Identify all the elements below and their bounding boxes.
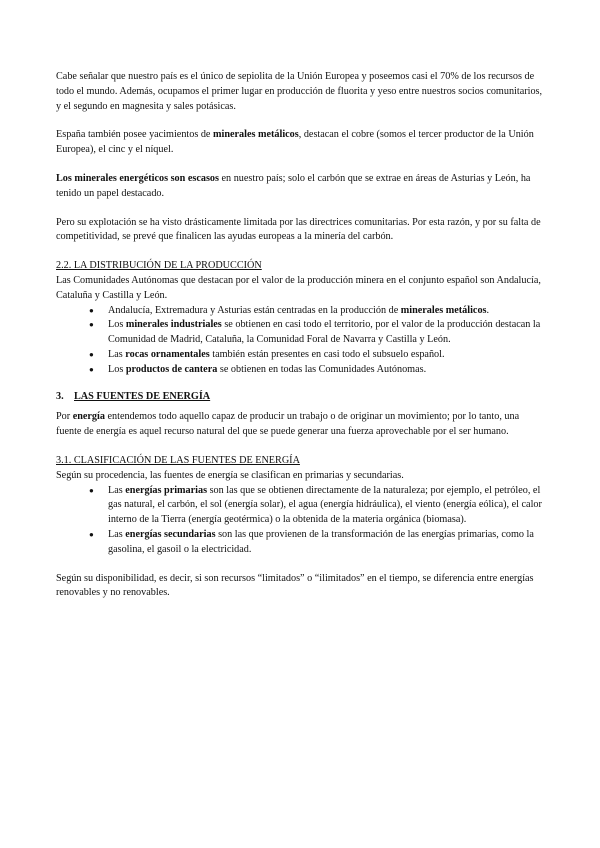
text-span: son las que provienen de la transformación de las energías primarias, como la gasolina, el gasoil o la electricidad. <box>108 528 534 555</box>
list-item <box>56 318 546 348</box>
text-span: también están presentes en casi todo el subsuelo español. <box>209 348 445 360</box>
bold-term: rocas ornamentales <box>125 348 210 360</box>
bold-term: minerales metálicos <box>213 129 299 141</box>
list-item <box>56 528 546 558</box>
text-span: Los <box>108 319 126 331</box>
text-span: Las <box>108 528 126 540</box>
list-item <box>56 484 546 528</box>
list-item <box>56 363 546 378</box>
bold-term: productos de cantera <box>125 363 218 375</box>
bold-term: minerales industriales <box>125 319 222 331</box>
paragraph-explotacion: Pero su explotación se ha visto drásticamente limitada por las directrices comunitarias. Por esta razón, y por su falta de competitividad, se prevé que finalicen las ayudas europeas a la minería del carbón. <box>56 216 541 243</box>
section-2-2-list <box>56 304 546 378</box>
section-3-1-list <box>56 484 546 558</box>
text-span: España también posee yacimientos de <box>56 129 214 141</box>
list-item <box>56 304 546 319</box>
text-span: en nuestro país; solo el carbón que se extrae en áreas de Asturias y León, ha tenido un papel destacado. <box>56 172 531 199</box>
section-heading-3-1: 3.1. CLASIFICACIÓN DE LAS FUENTES DE ENERGÍA <box>56 454 300 466</box>
text-span: Las <box>108 348 126 360</box>
bold-term: energías primarias <box>125 484 208 496</box>
text-span: Andalucía, Extremadura y Asturias están centradas en la producción de <box>108 304 401 316</box>
section-number: 3. <box>56 390 64 402</box>
text-span: Los <box>108 363 126 375</box>
bold-term: energía <box>72 411 105 423</box>
section-title: LAS FUENTES DE ENERGÍA <box>74 390 211 402</box>
text-span: Las <box>108 484 126 496</box>
text-span: se obtienen en todas las Comunidades Autónomas. <box>217 363 427 375</box>
section-3-paragraph <box>56 410 546 440</box>
section-heading-2-2: 2.2. LA DISTRIBUCIÓN DE LA PRODUCCIÓN <box>56 260 262 272</box>
bold-term: energías secundarias <box>125 528 216 540</box>
paragraph-sepiolita: Cabe señalar que nuestro país es el único de sepiolita de la Unión Europea y poseemos casi el 70% de los recursos de todo el mundo. Además, ocupamos el primer lugar en producción de fluorita y yeso entre nuestros socios comunitarios, y el segundo en magnesita y sales potásicas. <box>56 71 543 112</box>
bold-term: minerales metálicos <box>400 304 487 316</box>
text-span: . <box>486 304 490 316</box>
text-span: son las que se obtienen directamente de la naturaleza; por ejemplo, el petróleo, el gas natural, el carbón, el sol (energía solar), el agua (energía hidráulica), el viento (energía eólica), el calor interno de la Tierra (energía geotérmica) o la obtenida de la materia orgánica (biomasa). <box>108 484 542 526</box>
closing-paragraph: Según su disponibilidad, es decir, si son recursos “limitados” o “ilimitados” en el tiempo, se diferencia entre energías renovables y no renovables. <box>56 572 534 599</box>
text-span: entendemos todo aquello capaz de producir un trabajo o de originar un movimiento; por lo tanto, una fuente de energía es aquel recurso natural del que se puede generar una fuerza aprovechable por el ser humano. <box>56 411 520 438</box>
section-heading-3 <box>56 390 546 405</box>
bold-term: Los minerales energéticos son escasos <box>56 172 219 184</box>
section-3-1-intro: Según su procedencia, las fuentes de energía se clasifican en primarias y secundarias. <box>56 469 404 481</box>
text-span: se obtienen en casi todo el territorio, por el valor de la producción destacan la Comunidad de Madrid, Cataluña, la Comunidad Foral de Navarra y Castilla y León. <box>108 319 541 346</box>
text-span: , destacan el cobre (somos el tercer productor de la Unión Europea), el cinc y el níquel. <box>56 129 534 156</box>
paragraph-minerales-metalicos <box>56 128 546 158</box>
text-span: Por <box>56 411 73 423</box>
list-item <box>56 348 546 363</box>
section-2-2-intro: Las Comunidades Autónomas que destacan por el valor de la producción minera en el conjunto español son Andalucía, Cataluña y Castilla y León. <box>56 274 541 301</box>
paragraph-minerales-energeticos <box>56 172 546 202</box>
document-page <box>56 70 546 601</box>
